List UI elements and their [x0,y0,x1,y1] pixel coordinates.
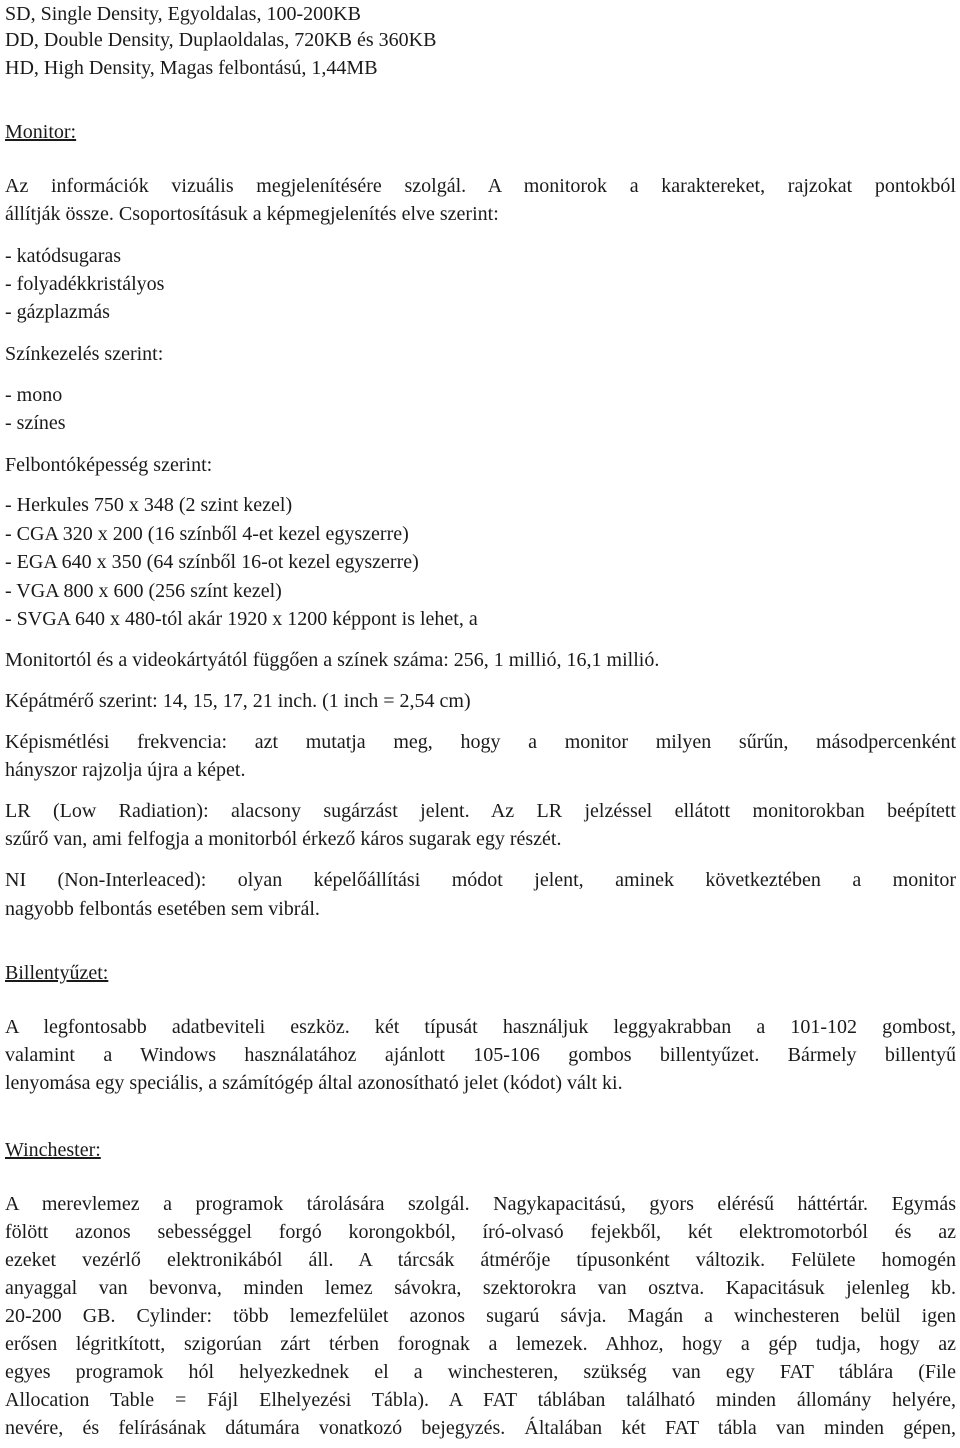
monitor-type-item: - folyadékkristályos [5,273,165,295]
floppy-sd-text: SD, Single Density, Egyoldalas, 100-200KB [5,3,361,25]
monitor-intro-line: állítják össze. Csoportosításuk a képmegjelenítés elve szerint: [5,203,499,225]
keyboard-text-line: A legfontosabb adatbeviteli eszköz. két típusát használjuk leggyakrabban a 101-102 gombost, [5,1016,956,1038]
winchester-text-line: egyes programok hól helyezkednek el a winchesteren, szükség van egy FAT táblára (File [5,1361,956,1383]
winchester-text-line: erősen légritkított, szigorúan zárt térben forognak a lemezek. Ahhoz, hogy a gép tudja, hogy az [5,1333,956,1355]
non-interlaced-line: nagyobb felbontás esetében sem vibrál. [5,898,320,920]
monitor-intro-line: Az információk vizuális megjelenítésére szolgál. A monitorok a karaktereket, rajzokat pontokból [5,175,956,197]
monitor-type-item: - katódsugaras [5,245,122,267]
winchester-text-line: Allocation Table = Fájl Elhelyezési Tábla). A FAT táblában található minden állomány helyére, [5,1389,956,1411]
non-interlaced-line: NI (Non-Interleaced): olyan képelőállítási módot jelent, aminek következtében a monitor [5,869,956,891]
winchester-text-line: A merevlemez a programok tárolására szolgál. Nagykapacitású, gyors elérésű háttértár. Egymás [5,1193,956,1215]
keyboard-text-line: lenyomása egy speciális, a számítógép által azonosítható jelet (kódot) vált ki. [5,1072,623,1094]
low-radiation-line: szűrő van, ami felfogja a monitorból érkező káros sugarak egy részét. [5,828,562,850]
resolution-item: - Herkules 750 x 348 (2 szint kezel) [5,494,293,516]
refresh-rate-line: hányszor rajzolja újra a képet. [5,759,246,781]
resolution-item: - VGA 800 x 600 (256 színt kezel) [5,580,282,602]
keyboard-text-line: valamint a Windows használatához ajánlott 105-106 gombos billentyűzet. Bármely billentyű [5,1044,956,1066]
color-heading: Színkezelés szerint: [5,343,164,365]
refresh-rate-line: Képismétlési frekvencia: azt mutatja meg, hogy a monitor milyen sűrűn, másodpercenként [5,731,956,753]
monitor-heading: Monitor: [5,121,77,143]
winchester-text-line: ezeket vezérlő elektronikából áll. A tárcsák átmérője típusonként változik. Felülete homogén [5,1249,956,1271]
resolution-item: - CGA 320 x 200 (16 színből 4-et kezel egyszerre) [5,523,409,545]
low-radiation-line: LR (Low Radiation): alacsony sugárzást jelent. Az LR jelzéssel ellátott monitorokban beépített [5,800,956,822]
winchester-text-line: 20-200 GB. Cylinder: több lemezfelület azonos sugarú sávja. Magán a winchesteren belül igen [5,1305,956,1327]
colors-count-text: Monitortól és a videokártyától függően a színek száma: 256, 1 millió, 16,1 millió. [5,649,660,671]
color-item: - mono [5,384,63,406]
keyboard-heading: Billentyűzet: [5,962,109,984]
resolution-item: - EGA 640 x 350 (64 színből 16-ot kezel egyszerre) [5,551,419,573]
color-item: - színes [5,412,66,434]
winchester-text-line: nevére, és felírásának dátumára vonatkozó bejegyzés. Általában két FAT tábla van minden gépen, [5,1417,956,1439]
resolution-heading: Felbontóképesség szerint: [5,454,213,476]
winchester-text-line: fölött azonos sebességgel forgó korongokból, író-olvasó fejekből, két elektromotorból és az [5,1221,956,1243]
monitor-type-item: - gázplazmás [5,301,110,323]
floppy-dd-text: DD, Double Density, Duplaoldalas, 720KB és 360KB [5,29,437,51]
winchester-text-line: anyaggal van bevonva, minden lemez sávokra, szektorokra van osztva. Kapacitásuk jelenleg kb. [5,1277,956,1299]
floppy-hd-text: HD, High Density, Magas felbontású, 1,44MB [5,57,378,79]
resolution-item: - SVGA 640 x 480-tól akár 1920 x 1200 képpont is lehet, a [5,608,478,630]
winchester-heading: Winchester: [5,1139,101,1161]
diagonal-text: Képátmérő szerint: 14, 15, 17, 21 inch. (1 inch = 2,54 cm) [5,690,471,712]
